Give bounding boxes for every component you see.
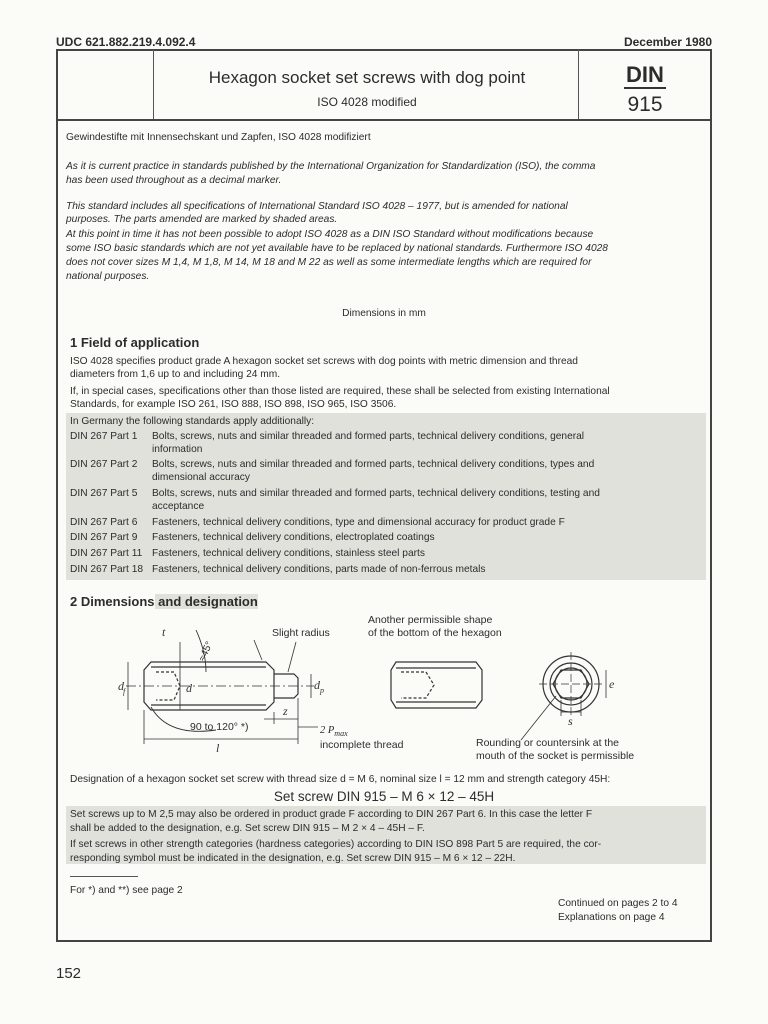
dimensions-note: Dimensions in mm: [342, 308, 426, 319]
standard-code: DIN 267 Part 2: [70, 459, 138, 470]
german-title: Gewindestifte mit Innensechskant und Zapfen, ISO 4028 modifiziert: [66, 132, 371, 143]
standard-description-line1: Bolts, screws, nuts and similar threaded and formed parts, technical delivery conditions, testing and: [152, 488, 600, 499]
label-z: z: [283, 704, 288, 718]
standard-description-line1: Bolts, screws, nuts and similar threaded and formed parts, technical delivery conditions, general: [152, 431, 585, 442]
din-number: 915: [627, 93, 663, 116]
standard-description: [152, 488, 702, 513]
grade-f-line2: shall be added to the designation, e.g. Set screw DIN 915 – M 2 × 4 – 45H – F.: [70, 823, 425, 834]
standard-description-line2: information: [152, 443, 203, 455]
slight-radius-label: Slight radius: [272, 627, 330, 639]
angle-90-label: 90 to 120° *): [190, 721, 249, 733]
another-shape-line1: Another permissible shape: [368, 614, 493, 626]
section2-heading: 2 Dimensions and designation: [70, 594, 258, 609]
standard-code: DIN 267 Part 9: [70, 532, 138, 543]
standard-description-line2: acceptance: [152, 500, 205, 512]
decimal-note-line2: has been used throughout as a decimal marker.: [66, 175, 282, 186]
continued-note: Continued on pages 2 to 4: [558, 898, 678, 909]
standard-code: DIN 267 Part 1: [70, 431, 138, 442]
section1-p2-line2: Standards, for example ISO 261, ISO 888, ISO 898, ISO 965, ISO 3506.: [70, 399, 397, 410]
svg-text:f: f: [123, 687, 126, 696]
scope-line6: national purposes.: [66, 271, 150, 282]
standard-description-line1: Bolts, screws, nuts and similar threaded and formed parts, technical delivery conditions, types and: [152, 459, 595, 470]
footnote: For *) and **) see page 2: [70, 885, 183, 896]
section1-p2-line1: If, in special cases, specifications other than those listed are required, these shall be selected from existing International: [70, 386, 610, 397]
scope-line5: does not cover sizes M 1,4, M 1,8, M 14, M 18 and M 22 as well as some intermediate lengths which are required for: [66, 257, 592, 268]
standard-code: DIN 267 Part 6: [70, 517, 138, 528]
grade-f-line1: Set screws up to M 2,5 may also be ordered in product grade F according to DIN 267 Part 6. In this case the letter F: [70, 809, 593, 820]
standard-description-line1: Fasteners, technical delivery conditions, type and dimensional accuracy for product grade F: [152, 517, 565, 528]
section1-p1-line2: diameters from 1,6 up to and including 24 mm.: [70, 369, 281, 380]
standard-description-line1: Fasteners, technical delivery conditions, stainless steel parts: [152, 548, 425, 559]
rounding-line2: mouth of the socket is permissible: [476, 750, 635, 762]
standard-code: DIN 267 Part 18: [70, 564, 144, 575]
din-label: DIN: [626, 62, 664, 87]
standard-description: [152, 459, 702, 484]
designation-example: Set screw DIN 915 – M 6 × 12 – 45H: [273, 789, 495, 804]
label-df: d: [118, 679, 124, 693]
rounding-line1: Rounding or countersink at the: [476, 737, 620, 749]
incomplete-thread-label: incomplete thread: [320, 739, 404, 751]
section1-heading: 1 Field of application: [70, 335, 200, 350]
document-title: Hexagon socket set screws with dog point: [208, 68, 526, 87]
alternate-bottom-outline: [391, 662, 482, 708]
germany-intro: In Germany the following standards apply additionally:: [70, 416, 315, 427]
standard-code: DIN 267 Part 5: [70, 488, 138, 499]
label-d: d: [186, 681, 192, 695]
svg-text:p: p: [320, 686, 324, 695]
standard-description: [152, 564, 702, 577]
scope-line3: At this point in time it has not been possible to adopt ISO 4028 as a DIN ISO Standard without modifications because: [66, 229, 594, 240]
standard-description-line1: Fasteners, technical delivery conditions, electroplated coatings: [152, 532, 435, 543]
label-t: t: [162, 625, 166, 639]
document-subtitle: ISO 4028 modified: [317, 95, 417, 109]
label-e: e: [609, 677, 615, 691]
two-p-max-label: 2 $P_{max}$: [320, 725, 348, 739]
designation-text: Designation of a hexagon socket set screw with thread size d = M 6, nominal size l = 12 mm and strength category 45H:: [70, 774, 611, 785]
page-number: 152: [56, 965, 82, 982]
standard-description-line2: dimensional accuracy: [152, 471, 250, 483]
strength-line2: responding symbol must be indicated in the designation, e.g. Set screw DIN 915 – M 6 × 12 – 22H.: [70, 853, 516, 864]
standard-description-line1: Fasteners, technical delivery conditions, parts made of non-ferrous metals: [152, 564, 486, 575]
label-l: l: [216, 741, 220, 755]
standard-description: [152, 517, 702, 530]
standard-description: [152, 548, 702, 561]
scope-line4: some ISO basic standards which are not yet available have to be replaced by national standards. Furthermore ISO 4028: [66, 243, 608, 254]
standard-code: DIN 267 Part 11: [70, 548, 143, 559]
another-shape-line2: of the bottom of the hexagon: [368, 627, 502, 639]
decimal-note-line1: As it is current practice in standards published by the International Organization for Standardization (ISO), the comma: [66, 161, 596, 172]
scope-line1: This standard includes all specifications of International Standard ISO 4028 – 1977, but is amended for national: [66, 201, 568, 212]
explanations-note: Explanations on page 4: [558, 912, 665, 923]
scope-line2: purposes. The parts amended are marked by shaded areas.: [66, 214, 338, 225]
udc-number: UDC 621.882.219.4.092.4: [56, 35, 196, 49]
footnote-rule: [70, 876, 138, 877]
section1-p1-line1: ISO 4028 specifies product grade A hexagon socket set screws with dog points with metric dimension and thread: [70, 356, 578, 367]
label-dp: d: [314, 678, 320, 692]
standard-description: [152, 532, 702, 545]
angle-45-label: ≈45°: [196, 639, 216, 664]
standard-description: [152, 431, 702, 456]
strength-line1: If set screws in other strength categories (hardness categories) according to DIN ISO 898 Part 5 are required, the cor-: [70, 839, 602, 850]
issue-date: December 1980: [623, 35, 712, 49]
label-s: s: [568, 714, 573, 728]
